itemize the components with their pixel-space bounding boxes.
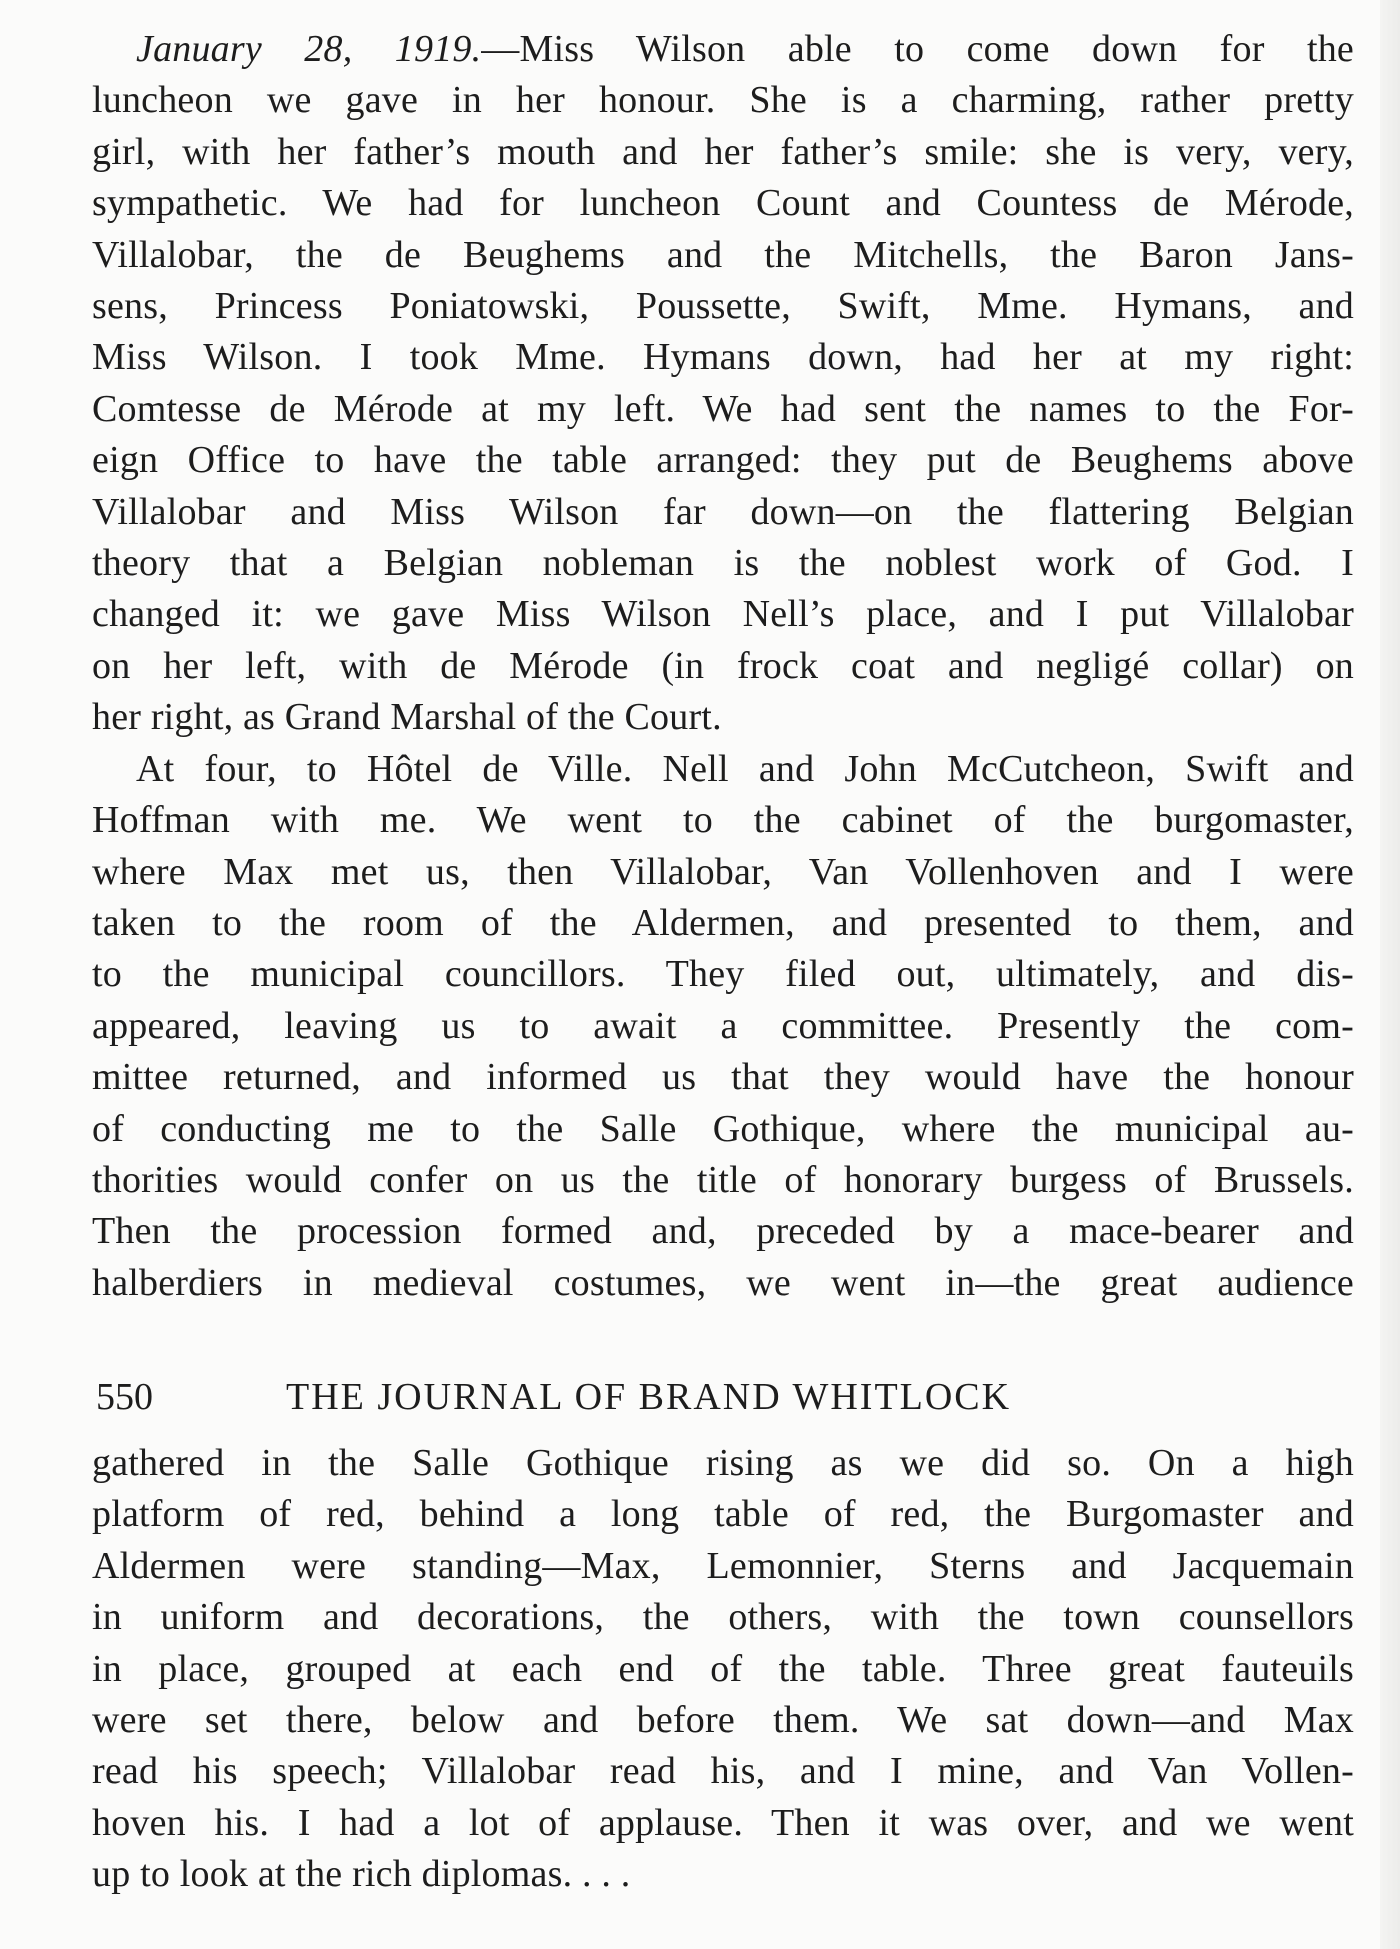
text-line: on her left, with de Mérode (in frock coat and negligé collar) on xyxy=(92,644,1354,687)
text-line: in uniform and decorations, the others, with the town counsellors xyxy=(92,1596,1354,1639)
text-line: Hoffman with me. We went to the cabinet of the burgomaster, xyxy=(92,799,1354,842)
text-line: platform of red, behind a long table of red, the Burgomaster and xyxy=(92,1493,1354,1536)
text-line: were set there, below and before them. We sat down—and Max xyxy=(92,1699,1354,1742)
text-line: Then the procession formed and, preceded by a mace-bearer and xyxy=(92,1210,1354,1253)
text-line: read his speech; Villalobar read his, and I mine, and Van Vollen- xyxy=(92,1750,1354,1793)
text-line: sens, Princess Poniatowski, Poussette, Swift, Mme. Hymans, and xyxy=(92,285,1354,328)
text-line: in place, grouped at each end of the table. Three great fauteuils xyxy=(92,1647,1354,1690)
text-line: Aldermen were standing—Max, Lemonnier, Sterns and Jacquemain xyxy=(92,1544,1354,1587)
text-line: changed it: we gave Miss Wilson Nell’s place, and I put Villalobar xyxy=(92,593,1354,636)
text-line: Villalobar, the de Beughems and the Mitchells, the Baron Jans- xyxy=(92,233,1354,276)
page-number: 550 xyxy=(96,1376,153,1418)
text-line: to the municipal councillors. They filed out, ultimately, and dis- xyxy=(92,953,1354,996)
text-line: Villalobar and Miss Wilson far down—on the flattering Belgian xyxy=(92,490,1354,533)
text-line: gathered in the Salle Gothique rising as we did so. On a high xyxy=(92,1442,1354,1484)
text-line: up to look at the rich diplomas. . . . xyxy=(92,1853,631,1896)
text-line: of conducting me to the Salle Gothique, where the municipal au- xyxy=(92,1107,1354,1150)
text-line: mittee returned, and informed us that they would have the honour xyxy=(92,1056,1354,1099)
entry-date: January 28, 1919. xyxy=(136,28,482,70)
text-line: theory that a Belgian nobleman is the noblest work of God. I xyxy=(92,542,1354,585)
text-line: thorities would confer on us the title of honorary burgess of Brussels. xyxy=(92,1158,1354,1201)
text-line: girl, with her father’s mouth and her father’s smile: she is very, very, xyxy=(92,130,1354,173)
text-line: Comtesse de Mérode at my left. We had sent the names to the For- xyxy=(92,387,1354,430)
text-line: sympathetic. We had for luncheon Count and Countess de Mérode, xyxy=(92,182,1354,225)
text-line: At four, to Hôtel de Ville. Nell and John McCutcheon, Swift and xyxy=(136,747,1354,790)
text-line: her right, as Grand Marshal of the Court. xyxy=(92,696,722,739)
text-line: appeared, leaving us to await a committee. Presently the com- xyxy=(92,1004,1354,1047)
page-header xyxy=(96,1372,1196,1422)
scan-edge-shadow xyxy=(1380,0,1400,1949)
text-line: luncheon we gave in her honour. She is a charming, rather pretty xyxy=(92,79,1354,122)
text-line: Miss Wilson. I took Mme. Hymans down, had her at my right: xyxy=(92,336,1354,379)
text-line: where Max met us, then Villalobar, Van Vollenhoven and I were xyxy=(92,850,1354,893)
text-line: eign Office to have the table arranged: they put de Beughems above xyxy=(92,439,1354,482)
text-line: taken to the room of the Aldermen, and presented to them, and xyxy=(92,901,1354,944)
bottom-text-block xyxy=(92,1438,1354,1901)
text-line xyxy=(92,24,1354,75)
running-title: THE JOURNAL OF BRAND WHITLOCK xyxy=(286,1376,1012,1418)
line-text: —Miss Wilson able to come down for the xyxy=(481,28,1354,70)
top-text-block xyxy=(92,24,1354,1309)
text-line: hoven his. I had a lot of applause. Then it was over, and we went xyxy=(92,1801,1354,1844)
text-line: halberdiers in medieval costumes, we went in—the great audience xyxy=(92,1261,1354,1304)
